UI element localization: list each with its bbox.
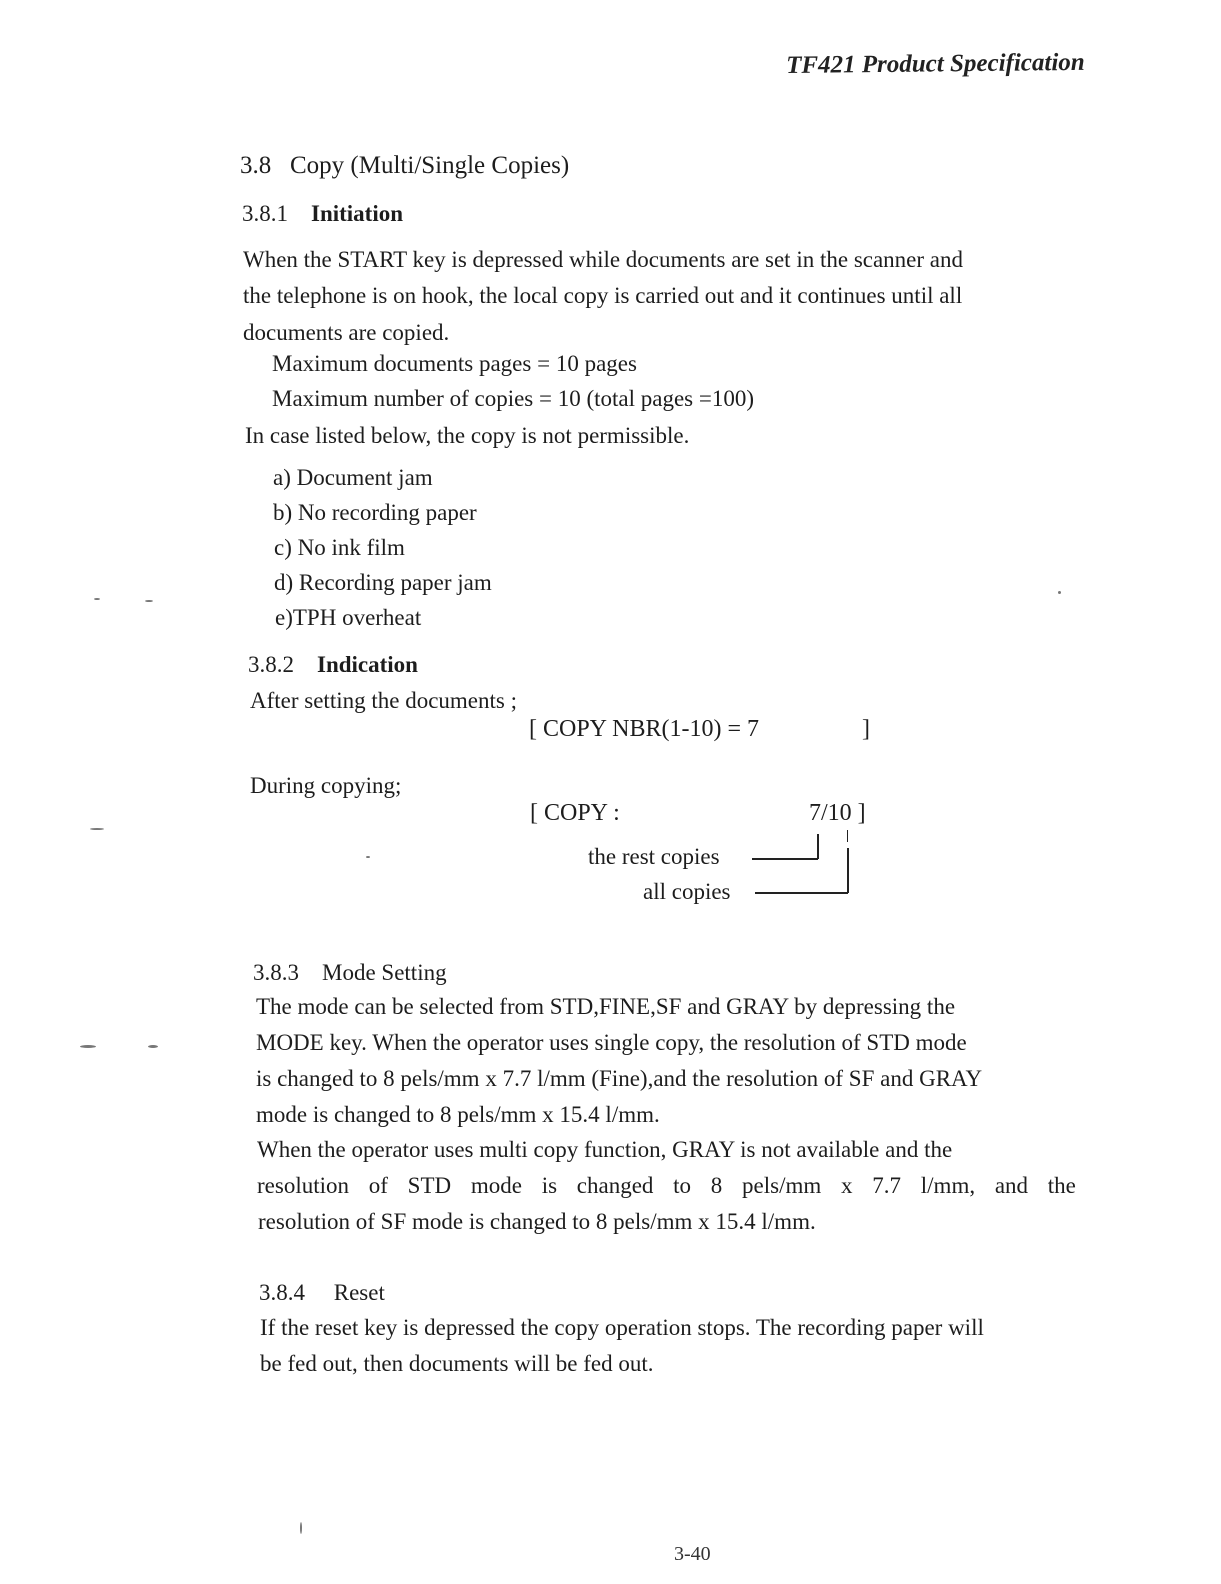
rest-leader-vertical <box>817 834 819 859</box>
reset-title: Reset <box>333 1280 385 1305</box>
case-item: b) No recording paper <box>273 500 477 525</box>
initiation-line-1: When the START key is depressed while documents are set in the scanner and <box>243 247 964 272</box>
indication-title: Indication <box>317 652 418 677</box>
scan-speck <box>145 600 153 602</box>
reset-line-2: be fed out, then documents will be fed out. <box>260 1351 654 1376</box>
mode-para-1-line-1: The mode can be selected from STD,FINE,SF and GRAY by depressing the <box>256 994 956 1019</box>
page-header: TF421 Product Specification <box>786 48 1085 79</box>
page-number: 3-40 <box>674 1543 711 1565</box>
all-leader-horizontal <box>755 892 848 894</box>
mode-para-2-line-1: When the operator uses multi copy function, GRAY is not available and the <box>257 1137 953 1162</box>
mode-para-2-line-2: resolution of STD mode is changed to 8 pels/mm x 7.7 l/mm, and the <box>257 1173 1076 1198</box>
section-heading <box>240 152 569 180</box>
reset-number: 3.8.4 <box>259 1280 305 1305</box>
section-title: Copy (Multi/Single Copies) <box>290 152 570 179</box>
scan-speck <box>366 856 370 858</box>
mode-setting-heading <box>253 960 447 986</box>
scan-speck <box>90 828 104 830</box>
limit-pages: Maximum documents pages = 10 pages <box>272 351 637 376</box>
label-all-copies: all copies <box>643 879 731 904</box>
initiation-line-3: documents are copied. <box>243 320 450 345</box>
section-number: 3.8 <box>240 152 272 179</box>
mode-para-1-line-4: mode is changed to 8 pels/mm x 15.4 l/mm. <box>256 1102 660 1127</box>
case-item: e)TPH overheat <box>275 605 422 630</box>
display-copy-number-bracket: ] <box>862 716 870 742</box>
case-item: c) No ink film <box>274 535 405 560</box>
indication-heading <box>248 652 418 678</box>
mode-para-2-line-3: resolution of SF mode is changed to 8 pels/mm x 15.4 l/mm. <box>258 1209 816 1234</box>
limit-copies: Maximum number of copies = 10 (total pages =100) <box>272 386 755 411</box>
mode-para-1-line-3: is changed to 8 pels/mm x 7.7 l/mm (Fine),and the resolution of SF and GRAY <box>256 1066 983 1091</box>
reset-line-1: If the reset key is depressed the copy operation stops. The recording paper will <box>260 1315 984 1340</box>
scan-speck <box>148 1045 158 1048</box>
case-item: d) Recording paper jam <box>274 570 492 595</box>
initiation-number: 3.8.1 <box>242 201 288 226</box>
mode-setting-title: Mode Setting <box>322 960 447 985</box>
scan-speck <box>1058 591 1061 594</box>
scan-speck <box>300 1522 302 1534</box>
scan-speck <box>80 1045 96 1048</box>
during-copying-text: During copying; <box>250 773 402 798</box>
initiation-line-2: the telephone is on hook, the local copy is carried out and it continues until all <box>243 283 963 308</box>
case-item: a) Document jam <box>273 465 433 490</box>
indication-number: 3.8.2 <box>248 652 294 677</box>
scan-speck <box>94 598 100 600</box>
after-setting-text: After setting the documents ; <box>250 688 517 713</box>
rest-leader-horizontal <box>752 858 818 860</box>
mode-setting-number: 3.8.3 <box>253 960 299 985</box>
reset-heading <box>259 1280 385 1306</box>
display-copy-number: [ COPY NBR(1-10) = 7 <box>529 716 759 742</box>
all-leader-tick <box>847 830 848 842</box>
initiation-title: Initiation <box>311 201 404 226</box>
mode-para-1-line-2: MODE key. When the operator uses single copy, the resolution of STD mode <box>256 1030 967 1055</box>
display-copy-count: 7/10 ] <box>809 800 866 826</box>
all-leader-vertical <box>847 848 849 893</box>
not-permissible-intro: In case listed below, the copy is not permissible. <box>245 423 690 448</box>
initiation-heading <box>242 201 403 227</box>
display-copy-progress: [ COPY : <box>530 800 620 826</box>
label-rest-copies: the rest copies <box>588 844 720 869</box>
